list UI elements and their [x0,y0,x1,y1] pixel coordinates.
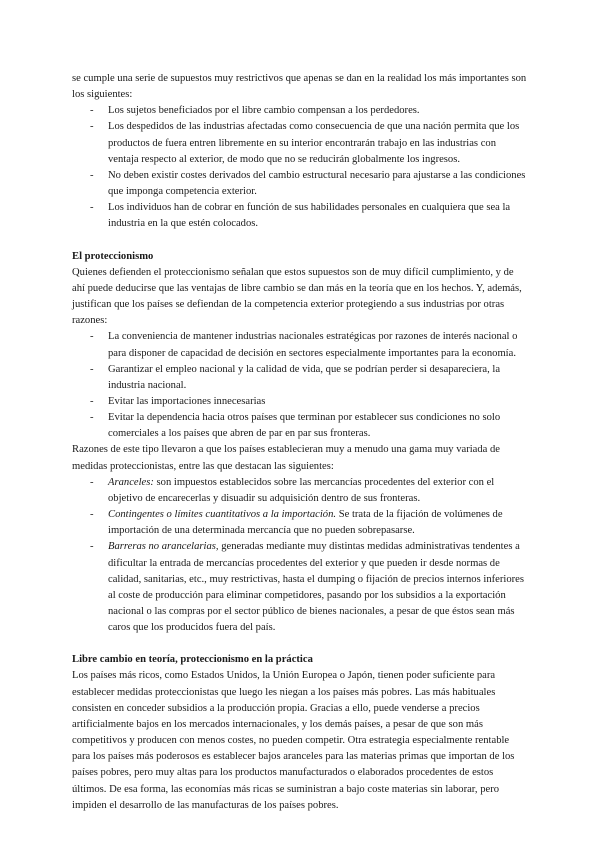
measure-text: son impuestos establecidos sobre las mercancías procedentes del exterior con el objetivo de encarecerlas y disuadir su adquisición dentro de sus fronteras. [108,476,495,504]
list-item: - Evitar las importaciones innecesarias [108,394,527,410]
list-item [108,539,527,636]
measure-term: Barreras no arancelarias, [108,541,219,553]
measure-term: Aranceles: [108,476,154,488]
document-body [72,71,527,814]
list-item: - Garantizar el empleo nacional y la calidad de vida, que se podrían perder si desapareciera, la industria nacional. [108,362,527,394]
list-item [108,507,527,539]
section-heading-libre-cambio: Libre cambio en teoría, proteccionismo en la práctica [72,654,313,666]
spacer [72,233,527,249]
measure-term: Contingentes o límites cuantitativos a la importación. [108,509,337,521]
list-item: - Los sujetos beneficiados por el libre cambio compensan a los perdedores. [108,103,527,119]
measures-intro-paragraph: Razones de este tipo llevaron a que los países establecieran muy a menudo una gama muy variada de medidas proteccionistas, entre las que destacan las siguientes: [72,444,501,472]
measures-list [72,475,527,637]
libre-cambio-paragraph: Los países más ricos, como Estados Unidos, la Unión Europea o Japón, tienen poder suficiente para establecer medidas proteccionistas que luego les niegan a los países más pobres. Las más habituales consisten en conceder subsidios a la producción propia. Gracias a ello, puede venderse a precios artificialmente bajos en los mercados internacionales, y los demás países, a pesar de que son más competitivos y producen con menos costes, no pueden competir. Otra estrategia especialmente rentable para los países más poderosos es establecer bajos aranceles para las materias primas que importan de los países pobres, pero muy altas para los productos manufacturados o elaborados procedentes de estos últimos. De esa forma, las economías más ricas se suministran a bajo coste materias sin laborar, pero impiden el desarrollo de las manufacturas de los países pobres. [72,670,515,811]
assumptions-list [72,103,527,232]
intro-paragraph: se cumple una serie de supuestos muy restrictivos que apenas se dan en la realidad los más importantes son los siguientes: [72,73,527,101]
list-item: - Evitar la dependencia hacia otros países que terminan por establecer sus condiciones no solo comerciales a los países que abren de par en par sus fronteras. [108,410,527,442]
list-item: - Los individuos han de cobrar en función de sus habilidades personales en cualquiera que sea la industria en la que estén colocados. [108,200,527,232]
list-item [108,475,527,507]
section-heading-proteccionismo: El proteccionismo [72,250,154,262]
reasons-list [72,329,527,442]
spacer [72,636,527,652]
measure-text: Se trata de la fijación de volúmenes de importación de una determinada mercancía que no pueden sobrepasarse. [108,509,503,537]
list-item: - La conveniencia de mantener industrias nacionales estratégicas por razones de interés nacional o para disponer de capacidad de decisión en sectores especialmente importantes para la economía. [108,329,527,361]
measure-text: generadas mediante muy distintas medidas administrativas tendentes a dificultar la entrada de mercancías procedentes del exterior y que pueden ir desde normas de calidad, sanitarias, etc., muy restrictivas, hasta el dumping o fijación de precios internos inferiores al coste de producción para eliminar competidores, pasando por los subsidios a la exportación nacional o las compras por el sector público de bienes nacionales, a pesar de que éstos sean más caros que los producidos fuera del país. [108,541,524,634]
list-item: - Los despedidos de las industrias afectadas como consecuencia de que una nación permita que los productos de fuera entren libremente en su interior encontrarán trabajo en las industrias con ventaja respecto al exterior, de modo que no se reducirán globalmente los ingresos. [108,119,527,167]
list-item: - No deben existir costes derivados del cambio estructural necesario para ajustarse a las condiciones que imponga competencia exterior. [108,168,527,200]
proteccionismo-paragraph: Quienes defienden el proteccionismo señalan que estos supuestos son de muy difícil cumplimiento, y de ahí puede deducirse que las ventajas de libre cambio se dan más en la teoría que en los hechos. Y, además, justifican que los países se defiendan de la competencia exterior protegiendo a sus industrias por otras razones: [72,266,522,327]
